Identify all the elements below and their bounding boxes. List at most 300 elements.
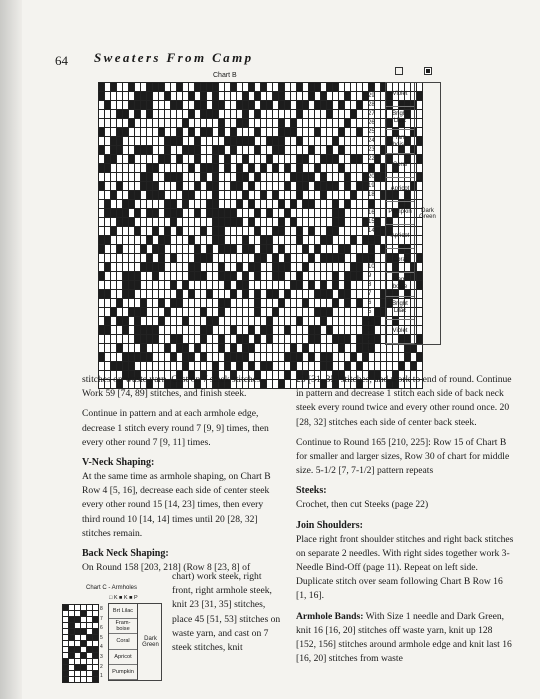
grid-cell [117,326,122,334]
grid-cell [327,245,332,253]
grid-cell [225,290,230,298]
grid-cell [351,317,356,325]
grid-cell [171,137,176,145]
grid-cell [345,254,350,262]
grid-cell [261,227,266,235]
grid-cell [417,362,422,370]
grid-cell [111,110,116,118]
grid-cell [159,209,164,217]
grid-cell [273,344,278,352]
grid-cell [201,110,206,118]
grid-cell [327,164,332,172]
grid-cell [351,137,356,145]
grid-cell [345,128,350,136]
grid-cell [309,344,314,352]
grid-cell [81,647,86,652]
grid-cell [279,218,284,226]
grid-cell [135,308,140,316]
grid-cell [135,326,140,334]
grid-cell [183,362,188,370]
grid-cell [273,191,278,199]
grid-cell [261,362,266,370]
grid-cell [153,353,158,361]
grid-cell [117,308,122,316]
grid-cell [333,146,338,154]
grid-cell [255,137,260,145]
grid-cell [111,362,116,370]
grid-cell [261,281,266,289]
grid-cell [273,173,278,181]
grid-cell [219,218,224,226]
grid-cell [111,281,116,289]
grid-cell [105,92,110,100]
grid-cell [141,263,146,271]
grid-cell [219,200,224,208]
grid-cell [183,173,188,181]
grid-cell [123,155,128,163]
grid-cell [183,281,188,289]
grid-cell [87,653,92,658]
grid-cell [87,671,92,676]
grid-cell [117,353,122,361]
grid-cell [237,227,242,235]
grid-cell [357,227,362,235]
grid-cell [279,92,284,100]
grid-cell [309,155,314,163]
right-para-1: 23 [31, 35] stitches, and work to end of round. Continue in pattern and decrease 1 stitch each side of back neck steek every round twice and every other round once. 20 [28, 32] stitches each side of center back steek. [296,374,512,428]
color-label: Fram- boise [386,130,414,154]
grid-cell [189,83,194,91]
grid-cell [201,236,206,244]
grid-cell [87,677,92,682]
grid-cell [141,227,146,235]
grid-cell [285,254,290,262]
grid-cell [321,236,326,244]
grid-cell [129,200,134,208]
grid-cell [177,173,182,181]
grid-cell [399,362,404,370]
grid-cell [147,245,152,253]
grid-cell [219,146,224,154]
grid-cell [177,101,182,109]
grid-cell [201,191,206,199]
grid-cell [219,164,224,172]
grid-cell [105,335,110,343]
grid-cell [195,263,200,271]
grid-cell [273,317,278,325]
grid-cell [165,272,170,280]
grid-cell [279,362,284,370]
grid-cell [111,137,116,145]
grid-cell [165,281,170,289]
grid-cell [273,227,278,235]
grid-cell [297,209,302,217]
grid-cell [153,209,158,217]
grid-cell [345,146,350,154]
grid-cell [117,191,122,199]
grid-cell [195,254,200,262]
grid-cell [351,362,356,370]
grid-cell [255,209,260,217]
grid-cell [327,119,332,127]
grid-cell [273,92,278,100]
grid-cell [141,236,146,244]
grid-cell [405,353,410,361]
grid-cell [165,245,170,253]
grid-cell [267,200,272,208]
grid-cell [117,317,122,325]
grid-cell [123,137,128,145]
grid-cell [189,137,194,145]
grid-cell [99,92,104,100]
grid-cell [153,182,158,190]
grid-cell [297,299,302,307]
grid-cell [177,110,182,118]
grid-cell [141,281,146,289]
grid-cell [195,308,200,316]
grid-cell [171,164,176,172]
grid-cell [213,101,218,109]
grid-cell [201,290,206,298]
grid-cell [201,308,206,316]
grid-cell [183,101,188,109]
grid-cell [135,146,140,154]
grid-cell [267,110,272,118]
grid-cell [285,128,290,136]
row-number: 26 [368,120,375,126]
grid-cell [105,317,110,325]
grid-cell [213,191,218,199]
grid-cell [63,671,68,676]
row-number: 5 [368,309,372,315]
grid-cell [99,209,104,217]
grid-cell [249,164,254,172]
grid-cell [177,128,182,136]
grid-cell [345,353,350,361]
grid-cell [147,137,152,145]
grid-cell [111,146,116,154]
grid-cell [261,137,266,145]
grid-cell [279,227,284,235]
grid-cell [267,92,272,100]
grid-cell [171,272,176,280]
grid-cell [183,155,188,163]
grid-cell [333,191,338,199]
grid-cell [309,254,314,262]
grid-cell [147,119,152,127]
grid-cell [165,326,170,334]
grid-cell [279,281,284,289]
grid-cell [327,263,332,271]
row-number: 23 [368,147,375,153]
grid-cell [351,353,356,361]
grid-cell [129,164,134,172]
grid-cell [147,92,152,100]
grid-cell [321,308,326,316]
grid-cell [153,254,158,262]
grid-cell [201,182,206,190]
grid-cell [129,317,134,325]
grid-cell [231,218,236,226]
grid-cell [111,218,116,226]
grid-cell [105,326,110,334]
grid-cell [87,641,92,646]
grid-cell [357,317,362,325]
grid-cell [129,209,134,217]
grid-cell [267,209,272,217]
grid-cell [327,335,332,343]
grid-cell [243,290,248,298]
grid-cell [249,101,254,109]
grid-cell [255,254,260,262]
grid-cell [117,281,122,289]
grid-cell [165,83,170,91]
grid-cell [153,137,158,145]
grid-cell [249,110,254,118]
grid-cell [141,245,146,253]
grid-cell [195,128,200,136]
grid-cell [315,191,320,199]
grid-cell [291,281,296,289]
grid-cell [249,308,254,316]
grid-cell [225,335,230,343]
grid-cell [339,146,344,154]
grid-cell [309,236,314,244]
grid-cell [177,317,182,325]
grid-cell [309,299,314,307]
grid-cell [177,200,182,208]
grid-cell [129,146,134,154]
grid-cell [351,200,356,208]
grid-cell [123,227,128,235]
grid-cell [297,218,302,226]
grid-cell [285,344,290,352]
grid-cell [273,164,278,172]
grid-cell [285,218,290,226]
grid-cell [165,164,170,172]
grid-cell [135,119,140,127]
grid-cell [141,173,146,181]
grid-cell [117,110,122,118]
grid-cell [219,83,224,91]
grid-cell [207,92,212,100]
grid-cell [111,182,116,190]
grid-cell [339,362,344,370]
grid-cell [297,137,302,145]
grid-cell [297,281,302,289]
grid-cell [297,92,302,100]
grid-cell [327,191,332,199]
grid-cell [141,191,146,199]
grid-cell [213,299,218,307]
grid-cell [75,665,80,670]
grid-cell [243,182,248,190]
grid-cell [225,119,230,127]
grid-cell [165,191,170,199]
grid-cell [213,317,218,325]
grid-cell [75,653,80,658]
grid-cell [87,635,92,640]
grid-cell [135,101,140,109]
grid-cell [195,236,200,244]
grid-cell [135,317,140,325]
grid-cell [183,128,188,136]
grid-cell [213,344,218,352]
grid-cell [291,236,296,244]
color-label: Violet [386,83,414,107]
grid-cell [309,119,314,127]
grid-cell [123,362,128,370]
grid-cell [117,173,122,181]
grid-cell [123,146,128,154]
grid-cell [207,290,212,298]
grid-cell [315,173,320,181]
grid-cell [213,227,218,235]
grid-cell [207,191,212,199]
grid-cell [147,317,152,325]
grid-cell [225,101,230,109]
grid-cell [105,308,110,316]
grid-cell [111,272,116,280]
grid-cell [231,146,236,154]
grid-cell [255,164,260,172]
grid-cell [63,617,68,622]
page-binding-shadow [0,0,22,699]
grid-cell [399,353,404,361]
grid-cell [315,344,320,352]
grid-cell [69,659,74,664]
grid-cell [279,110,284,118]
grid-cell [267,317,272,325]
grid-cell [291,227,296,235]
grid-cell [105,263,110,271]
grid-cell [69,653,74,658]
grid-cell [315,353,320,361]
grid-cell [177,308,182,316]
grid-cell [123,209,128,217]
grid-cell [291,119,296,127]
grid-cell [159,308,164,316]
grid-cell [291,164,296,172]
grid-cell [345,335,350,343]
row-number: 8 [368,282,372,288]
grid-cell [327,128,332,136]
grid-cell [357,83,362,91]
grid-cell [135,128,140,136]
grid-cell [153,92,158,100]
grid-cell [141,317,146,325]
grid-cell [345,236,350,244]
grid-cell [237,353,242,361]
grid-cell [153,308,158,316]
color-label: Pumpkin [386,202,414,226]
grid-cell [261,353,266,361]
grid-cell [111,317,116,325]
grid-cell [333,263,338,271]
grid-cell [327,299,332,307]
grid-cell [297,272,302,280]
row-number: 25 [368,129,375,135]
grid-cell [111,101,116,109]
grid-cell [87,665,92,670]
grid-cell [351,227,356,235]
grid-cell [357,128,362,136]
grid-cell [333,362,338,370]
grid-cell [207,254,212,262]
grid-cell [69,665,74,670]
grid-cell [219,128,224,136]
grid-cell [321,146,326,154]
grid-cell [273,83,278,91]
grid-cell [189,353,194,361]
grid-cell [135,299,140,307]
grid-cell [153,227,158,235]
grid-cell [231,164,236,172]
grid-cell [129,281,134,289]
grid-cell [261,128,266,136]
grid-cell [201,362,206,370]
grid-cell [153,272,158,280]
grid-cell [129,254,134,262]
page-number: 64 [55,53,68,68]
grid-cell [189,218,194,226]
grid-cell [129,110,134,118]
grid-cell [297,173,302,181]
grid-cell [219,191,224,199]
grid-cell [171,173,176,181]
grid-cell [135,281,140,289]
grid-cell [117,119,122,127]
grid-cell [99,245,104,253]
grid-cell [279,128,284,136]
grid-cell [153,299,158,307]
grid-cell [177,335,182,343]
grid-cell [171,263,176,271]
grid-cell [339,263,344,271]
grid-cell [315,308,320,316]
grid-cell [357,353,362,361]
grid-cell [261,110,266,118]
grid-cell [177,236,182,244]
grid-cell [177,92,182,100]
grid-cell [123,281,128,289]
grid-cell [63,659,68,664]
grid-cell [123,101,128,109]
grid-cell [345,362,350,370]
grid-cell [267,173,272,181]
grid-cell [105,227,110,235]
grid-cell [201,281,206,289]
grid-cell [285,317,290,325]
grid-cell [117,362,122,370]
grid-cell [201,245,206,253]
grid-cell [333,92,338,100]
grid-cell [243,92,248,100]
grid-cell [315,326,320,334]
grid-cell [279,83,284,91]
grid-cell [225,344,230,352]
grid-cell [177,299,182,307]
grid-cell [393,344,398,352]
grid-cell [249,272,254,280]
grid-cell [207,299,212,307]
grid-cell [171,182,176,190]
grid-cell [255,263,260,271]
grid-cell [255,101,260,109]
grid-cell [315,209,320,217]
grid-cell [327,353,332,361]
grid-cell [291,155,296,163]
